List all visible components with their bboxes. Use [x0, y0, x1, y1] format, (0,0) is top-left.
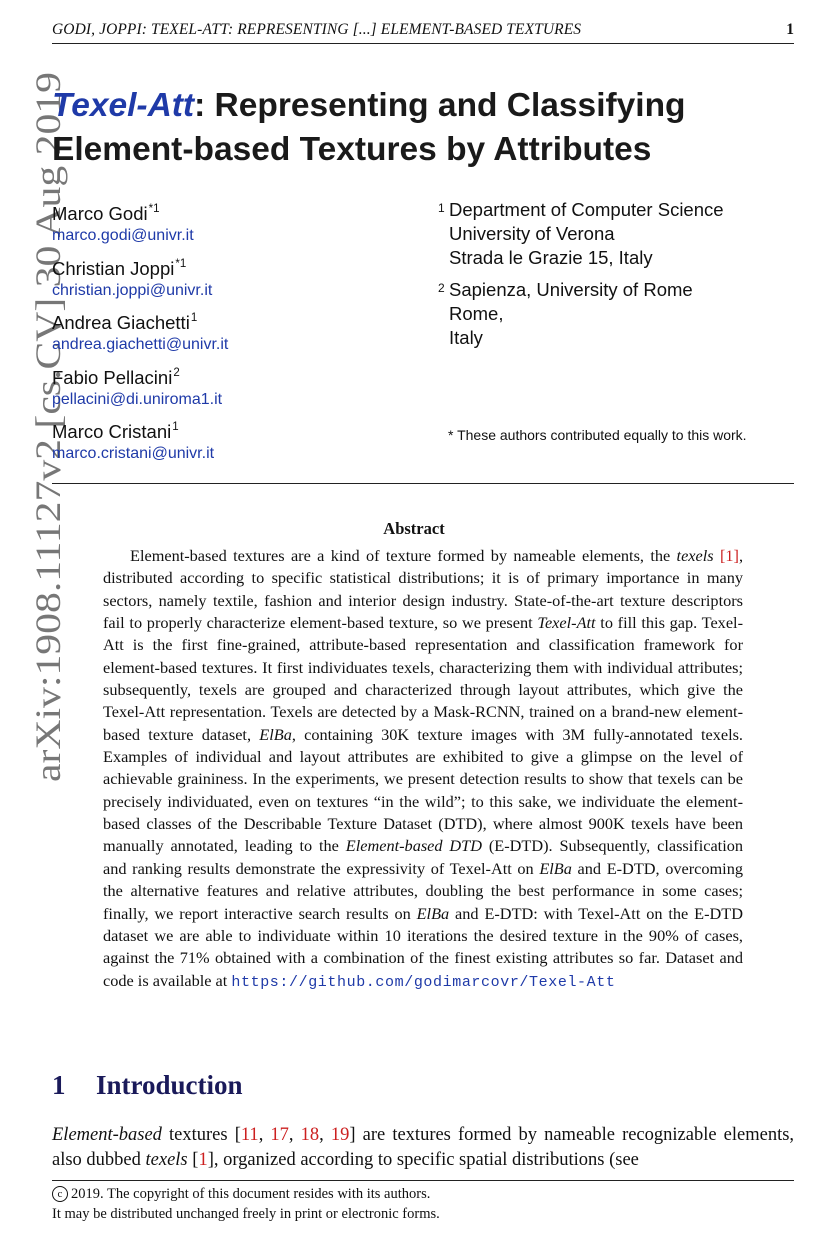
paper-title: [52, 84, 686, 172]
author-entry: [52, 253, 228, 308]
affiliation-mark: 2: [438, 281, 445, 295]
footer-line2: It may be distributed unchanged freely in print or electronic forms.: [52, 1206, 440, 1222]
arxiv-stamp-text: arXiv:1908.11127v2 [cs.CV] 30 Aug 2019: [28, 168, 68, 782]
running-title: GODI, JOPPI: TEXEL-ATT: REPRESENTING [...] ELEMENT-BASED TEXTURES: [52, 21, 582, 38]
title-line1: : Representing and Classifying: [194, 87, 686, 124]
dataset-url-link[interactable]: https://github.com/godimarcovr/Texel-Att: [231, 973, 616, 991]
citation-link[interactable]: 19: [330, 1125, 350, 1145]
equal-contribution-note: * These authors contributed equally to this work.: [448, 427, 747, 443]
copyright-icon: c: [52, 1186, 68, 1202]
author-email-link[interactable]: marco.godi@univr.it: [52, 227, 194, 244]
author-email-link[interactable]: andrea.giachetti@univr.it: [52, 336, 229, 353]
affiliation-mark: 1: [438, 201, 445, 215]
abstract-text: and E-DTD, overcoming the alternative features and relative attributes, doubling the best performance in some cases; finally, we report interactive search results on: [103, 858, 743, 923]
author-entry: [52, 362, 228, 417]
abstract-text: , distributed according to specific statistical distributions; it is of primary importance in many sectors, namely textile, fashion and interior design industry. State-of-the-art texture descriptors fail to properly characterize element-based texture, so we present: [103, 546, 744, 633]
intro-emphasis: texels: [145, 1150, 188, 1170]
author-name: Fabio Pellacini: [52, 366, 173, 388]
affiliation-line: University of Verona: [449, 223, 615, 244]
author-email-link[interactable]: pellacini@di.uniroma1.it: [52, 390, 223, 408]
affiliation-line: Department of Computer Science: [449, 199, 724, 220]
running-header: [52, 20, 794, 44]
author-name: Marco Godi: [52, 203, 148, 224]
abstract-heading: Abstract: [383, 519, 445, 538]
abstract-text: and E-DTD: with Texel-Att on the E-DTD dataset we are able to individuate within 10 iterations the desired texture in the 90% of cases, against the 71% obtained with a combination of the finest existing attributes so far. Dataset and code is available at: [103, 903, 743, 990]
abstract-emphasis: ElBa: [539, 858, 572, 878]
section-title: Introduction: [96, 1070, 243, 1100]
citation-link[interactable]: 18: [300, 1125, 320, 1145]
author-name: Andrea Giachetti: [52, 312, 190, 333]
abstract-emphasis: ElBa: [416, 903, 450, 923]
author-entry: [52, 416, 228, 471]
copyright-footer: [52, 1184, 440, 1224]
affiliation: [438, 198, 724, 270]
abstract-emphasis: Element-based DTD: [345, 836, 482, 856]
author-entry: [52, 307, 228, 362]
title-line2: Element-based Textures by Attributes: [52, 131, 652, 168]
author-list: [52, 198, 228, 471]
abstract-text: to fill this gap. Texel-Att is the first fine-grained, attribute-based representation and classification framework for element-based textures. It first individuates texels, characterizing them with individual attributes; subsequently, texels are grouped and characterized through layout attributes, which give the Texel-Att representation. Texels are detected by a Mask-RCNN, trained on a brand-new element-based texture dataset,: [103, 613, 743, 744]
author-email-link[interactable]: christian.joppi@univr.it: [52, 281, 213, 299]
abstract-text: Element-based textures are a kind of texture formed by nameable elements, the: [130, 546, 677, 565]
footer-line1: 2019. The copyright of this document resides with its authors.: [71, 1186, 431, 1202]
divider: [52, 483, 794, 484]
intro-text: ,: [288, 1125, 301, 1145]
author-name: Marco Cristani: [52, 421, 172, 442]
citation-link[interactable]: [1]: [719, 546, 739, 565]
author-mark: *1: [148, 203, 160, 215]
affiliation-line: Sapienza, University of Rome: [449, 279, 693, 300]
affiliation-line: Strada le Grazie 15, Italy: [449, 247, 653, 268]
author-email-link[interactable]: marco.cristani@univr.it: [52, 445, 215, 462]
intro-text: ], organized according to specific spatial distributions (see: [207, 1150, 639, 1170]
citation-link[interactable]: 1: [198, 1150, 208, 1170]
affiliation-line: Rome,: [449, 303, 504, 324]
affiliation-line: Italy: [449, 327, 483, 348]
author-mark: 1: [172, 421, 179, 433]
intro-text: ] are textures formed by nameable recognizable elements, also dubbed: [52, 1125, 795, 1170]
section-number: 1: [52, 1070, 66, 1100]
footer-divider: [52, 1180, 794, 1181]
intro-text: textures [: [161, 1125, 241, 1145]
author-name: Christian Joppi: [52, 257, 175, 279]
abstract-text: (E-DTD). Subsequently, classification and ranking results demonstrate the expressivity of Texel-Att on: [103, 836, 744, 878]
intro-text: ,: [319, 1125, 331, 1145]
intro-text: [: [187, 1150, 199, 1170]
citation-link[interactable]: 11: [240, 1125, 259, 1145]
author-mark: 1: [190, 312, 198, 324]
section-heading: [52, 1070, 243, 1101]
intro-emphasis: Element-based: [52, 1125, 162, 1145]
intro-paragraph: [52, 1123, 794, 1173]
abstract-emphasis: ElBa: [259, 724, 292, 744]
citation-link[interactable]: 17: [270, 1125, 289, 1145]
abstract-emphasis: texels: [676, 546, 714, 565]
abstract-emphasis: Texel-Att: [537, 613, 596, 633]
abstract-body: [103, 545, 743, 994]
affiliation: [438, 278, 693, 350]
title-emphasis: Texel-Att: [52, 87, 195, 124]
author-mark: *1: [175, 257, 187, 270]
author-entry: [52, 198, 228, 253]
author-mark: 2: [173, 366, 180, 379]
abstract-text: , containing 30K texture images with 3M fully-annotated texels. Examples of individual and layout attributes are exhibited to give a glimpse on the level of achievable graininess. In the experiments, we present detection results to show that texels can be precisely individuated, even on textures “in the wild”; to this sake, we individuate the element-based classes of the Describable Texture Dataset (DTD), where almost 900K texels have been manually annotated, leading to the: [103, 724, 743, 856]
intro-text: ,: [258, 1125, 271, 1145]
page-number: 1: [786, 21, 794, 38]
